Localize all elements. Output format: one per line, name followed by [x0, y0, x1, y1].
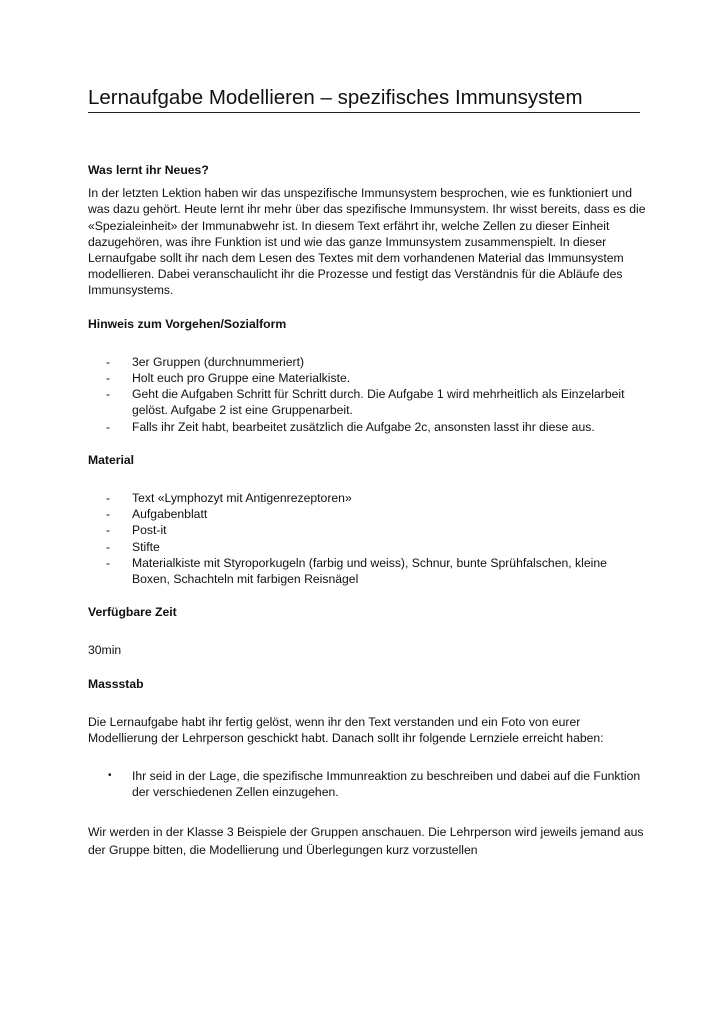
section-heading-massstab: Massstab: [88, 676, 144, 691]
list-item-text: Aufgabenblatt: [132, 507, 208, 522]
list-item: [88, 354, 642, 370]
list-marker: -: [106, 507, 111, 522]
list-item: [88, 370, 642, 386]
list-marker: -: [106, 354, 111, 369]
list-item: [88, 522, 642, 538]
list-item: [88, 768, 642, 800]
vorgehen-list: [88, 354, 648, 435]
learning-goals-list: [88, 768, 648, 800]
list-marker: -: [106, 371, 111, 386]
list-marker: -: [106, 523, 111, 538]
list-item-text: Falls ihr Zeit habt, bearbeitet zusätzlich die Aufgabe 2c, ansonsten lasst ihr diese aus.: [132, 419, 595, 434]
section-text-massstab: Die Lernaufgabe habt ihr fertig gelöst, wenn ihr den Text verstanden und ein Foto von eurer Modellierung der Lehrperson geschickt habt. Danach sollt ihr folgende Lernziele erreicht haben:: [88, 714, 604, 746]
list-item-text: Stifte: [132, 539, 160, 554]
list-item-text: Materialkiste mit Styroporkugeln (farbig und weiss), Schnur, bunte Sprühfalschen, kleine Boxen, Schachteln mit farbigen Reisnägel: [132, 555, 607, 587]
list-item: [88, 419, 642, 435]
closing-text: Wir werden in der Klasse 3 Beispiele der Gruppen anschauen. Die Lehrperson wird jeweils jemand aus der Gruppe bitten, die Modellierung und Überlegungen kurz vorzustellen: [88, 824, 644, 858]
document-title: Lernaufgabe Modellieren – spezifisches Immunsystem: [88, 86, 640, 113]
list-item: [88, 490, 642, 506]
list-item-text: 3er Gruppen (durchnummeriert): [132, 354, 305, 369]
section-heading-zeit: Verfügbare Zeit: [88, 605, 177, 620]
list-marker: -: [106, 419, 111, 434]
list-marker: -: [106, 555, 111, 570]
section-heading-vorgehen: Hinweis zum Vorgehen/Sozialform: [88, 316, 287, 331]
material-list: [88, 490, 648, 587]
list-item: [88, 555, 642, 587]
document-body: [88, 162, 648, 860]
list-item: [88, 506, 642, 522]
list-marker: -: [106, 491, 111, 506]
list-item: [88, 386, 642, 418]
list-item-text: Post-it: [132, 523, 167, 538]
list-item-text: Holt euch pro Gruppe eine Materialkiste.: [132, 371, 351, 386]
bullet-marker: •: [108, 770, 112, 782]
list-marker: -: [106, 539, 111, 554]
section-heading-material: Material: [88, 452, 135, 467]
section-heading-neues: Was lernt ihr Neues?: [88, 163, 209, 177]
list-item-text: Ihr seid in der Lage, die spezifische Immunreaktion zu beschreiben und dabei auf die Funktion der verschiedenen Zellen einzugehen.: [132, 769, 641, 800]
list-marker: -: [106, 387, 111, 402]
section-text-neues: In der letzten Lektion haben wir das unspezifische Immunsystem besprochen, wie es funktioniert und was dazu gehört. Heute lernt ihr mehr über das spezifische Immunsystem. Ihr wisst bereits, dass es die «Spezialeinheit» der Immunabwehr ist. In diesem Text erfährt ihr, welche Zellen zu dieser Einheit dazugehören, was ihre Funktion ist und wie das ganze Immunsystem zusammenspielt. In dieser Lernaufgabe sollt ihr nach dem Lesen des Textes mit dem vorhandenen Material das Immunsystem modellieren. Dabei veranschaulicht ihr die Prozesse und festigt das Verständnis für die Abläufe des Immunsystems.: [88, 186, 646, 298]
list-item-text: Geht die Aufgaben Schritt für Schritt durch. Die Aufgabe 1 wird mehrheitlich als Einzelarbeit gelöst. Aufgabe 2 ist eine Gruppenarbeit.: [132, 387, 625, 418]
list-item: [88, 539, 642, 555]
list-item-text: Text «Lymphozyt mit Antigenrezeptoren»: [132, 491, 352, 506]
time-value: 30min: [88, 643, 122, 658]
